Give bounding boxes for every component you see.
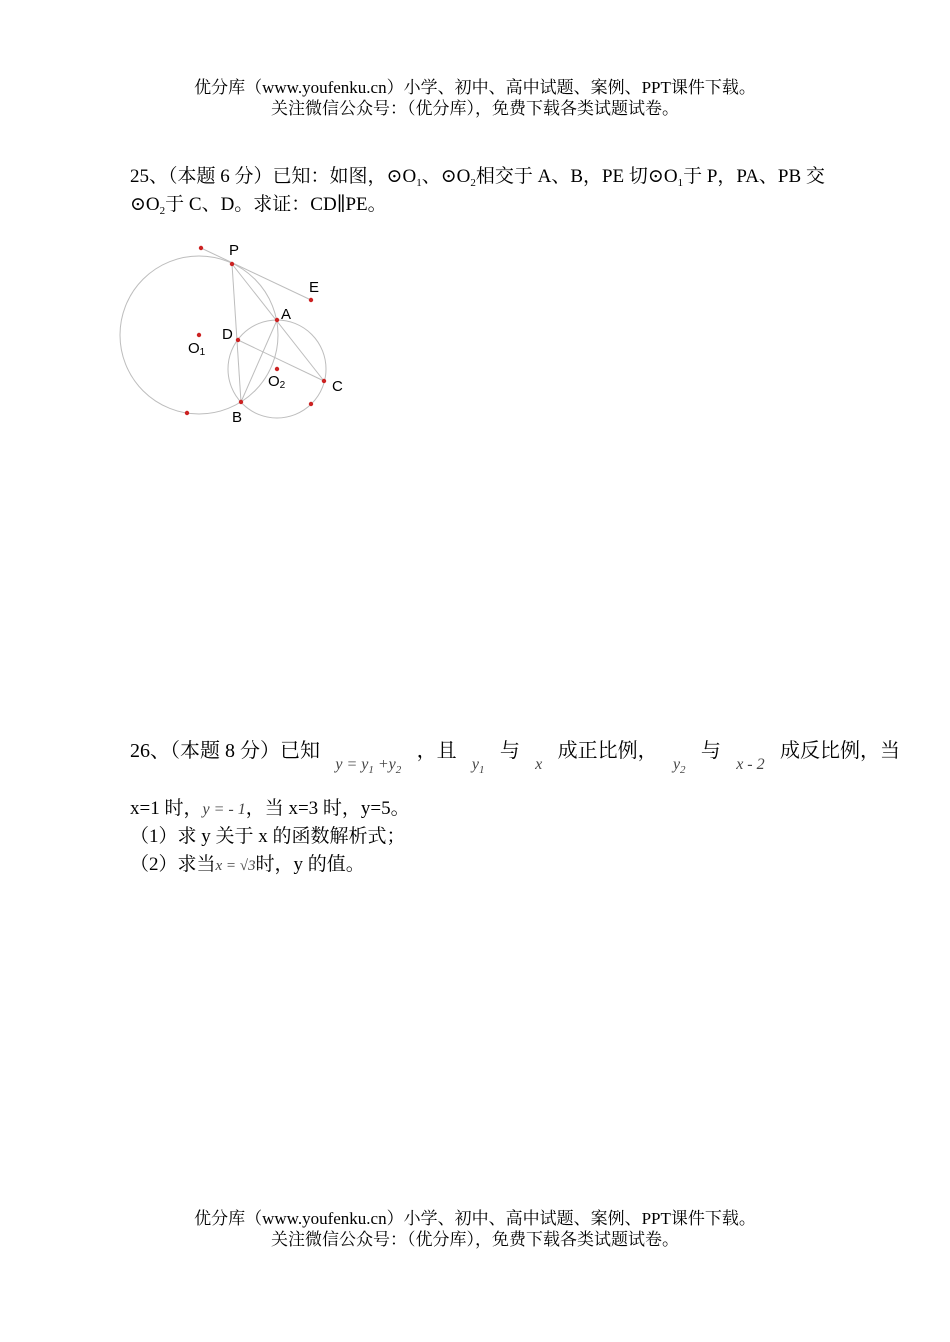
- y1-sub: 1: [479, 764, 485, 776]
- q25-sub-2: 2: [470, 177, 476, 189]
- q25-line2-sub: 2: [159, 205, 166, 217]
- q26-part2-b: 时，y 的值。: [255, 854, 365, 875]
- label-o2-sub: 2: [279, 380, 286, 391]
- q26-line2-a: x=1 时，: [130, 798, 203, 819]
- q26-part2-eq: x = √3: [215, 858, 256, 874]
- point-e: [309, 298, 313, 302]
- point-c: [322, 379, 326, 383]
- q26-prop: 成正比例，: [557, 740, 658, 762]
- point-a: [275, 318, 279, 322]
- label-a: A: [281, 306, 292, 323]
- q26-with-2: 与: [700, 740, 721, 762]
- q26-y2: [673, 751, 686, 784]
- footer-line-1: 优分库（www.youfenku.cn）小学、初中、高中试题、案例、PPT课件下载。: [194, 1209, 756, 1228]
- point-p: [230, 262, 234, 266]
- q26-x: x: [535, 756, 543, 773]
- label-o1-main: O: [188, 340, 200, 357]
- line-dc: [238, 340, 324, 381]
- point-o2: [275, 367, 279, 371]
- q26-inverse: 成反比例，当: [779, 740, 900, 762]
- q25-sub-1: 1: [416, 177, 422, 189]
- q25-text-d: 于 P，PA、PB 交: [683, 166, 825, 187]
- y1-var: y: [471, 756, 480, 773]
- q25-line2-b: 于 C、D。求证：CD∥PE。: [165, 194, 387, 215]
- label-o1-sub: 1: [199, 347, 206, 358]
- header-line-1: 优分库（www.youfenku.cn）小学、初中、高中试题、案例、PPT课件下载。: [194, 78, 756, 97]
- y2-sub: 2: [680, 764, 686, 776]
- label-o2: [268, 373, 286, 391]
- q25-score: （本题 6 分）: [168, 166, 273, 187]
- footer-line-2: 关注微信公众号：（优分库），免费下载各类试题试卷。: [271, 1230, 679, 1249]
- eq-equals: =: [346, 756, 358, 773]
- q26-lead: [130, 737, 320, 770]
- eq-y2-sub: 2: [395, 764, 402, 776]
- point-extra-bottom: [185, 411, 189, 415]
- label-b: B: [232, 409, 243, 426]
- q25-number: 25、: [130, 166, 169, 187]
- q26-line-1-row: [130, 737, 900, 776]
- q25-text-a: 已知：如图，⊙O: [272, 166, 417, 187]
- q26-eq-main: [335, 751, 401, 784]
- q25-text-b: 、⊙O: [421, 166, 471, 187]
- eq-y1-sub: 1: [368, 764, 374, 776]
- q26-line-1: [130, 737, 900, 776]
- label-e: E: [309, 279, 320, 296]
- point-d: [236, 338, 240, 342]
- point-extra-top: [199, 246, 203, 250]
- q25-line2-a: ⊙O: [130, 194, 160, 215]
- label-c: C: [332, 378, 343, 395]
- q26-known: 已知: [280, 740, 320, 762]
- q26-with-1: 与: [499, 740, 520, 762]
- label-o1: [188, 340, 206, 358]
- label-d: D: [222, 326, 233, 343]
- label-p: P: [229, 242, 240, 259]
- q26-part-2: [130, 851, 900, 880]
- point-o1: [197, 333, 201, 337]
- q26-line2-eq: y = - 1: [202, 801, 246, 818]
- q26-y1: [472, 751, 485, 784]
- eq-plus: +: [377, 756, 389, 773]
- point-extra-right: [309, 402, 313, 406]
- q26-part-1: （1）求 y 关于 x 的函数解析式；: [130, 826, 406, 847]
- q26-line-2: [130, 795, 900, 824]
- q26-x-minus-2: x - 2: [736, 756, 765, 773]
- eq-y2: y: [388, 756, 396, 773]
- q26-score: （本题 8 分）: [170, 740, 280, 762]
- q26-line2-b: ，当 x=3 时，y=5。: [245, 798, 410, 819]
- geometry-figure: [110, 235, 360, 435]
- q26-number: 26、: [130, 740, 170, 762]
- eq-y: y: [335, 756, 343, 773]
- q25-sub-3: 1: [677, 177, 684, 189]
- eq-y1: y: [361, 756, 369, 773]
- y2-var: y: [672, 756, 681, 773]
- line-pe: [201, 248, 311, 300]
- header-line-2: 关注微信公众号：（优分库），免费下载各类试题试卷。: [271, 99, 679, 118]
- point-b: [239, 400, 243, 404]
- line-pb: [232, 264, 241, 402]
- label-o2-main: O: [268, 373, 280, 390]
- q25-line-2: [130, 191, 900, 225]
- q25-text-c: 相交于 A、B，PE 切⊙O: [475, 166, 678, 187]
- q26-part2-a: （2）求当: [130, 854, 216, 875]
- q26-comma-and: ，且: [416, 740, 457, 762]
